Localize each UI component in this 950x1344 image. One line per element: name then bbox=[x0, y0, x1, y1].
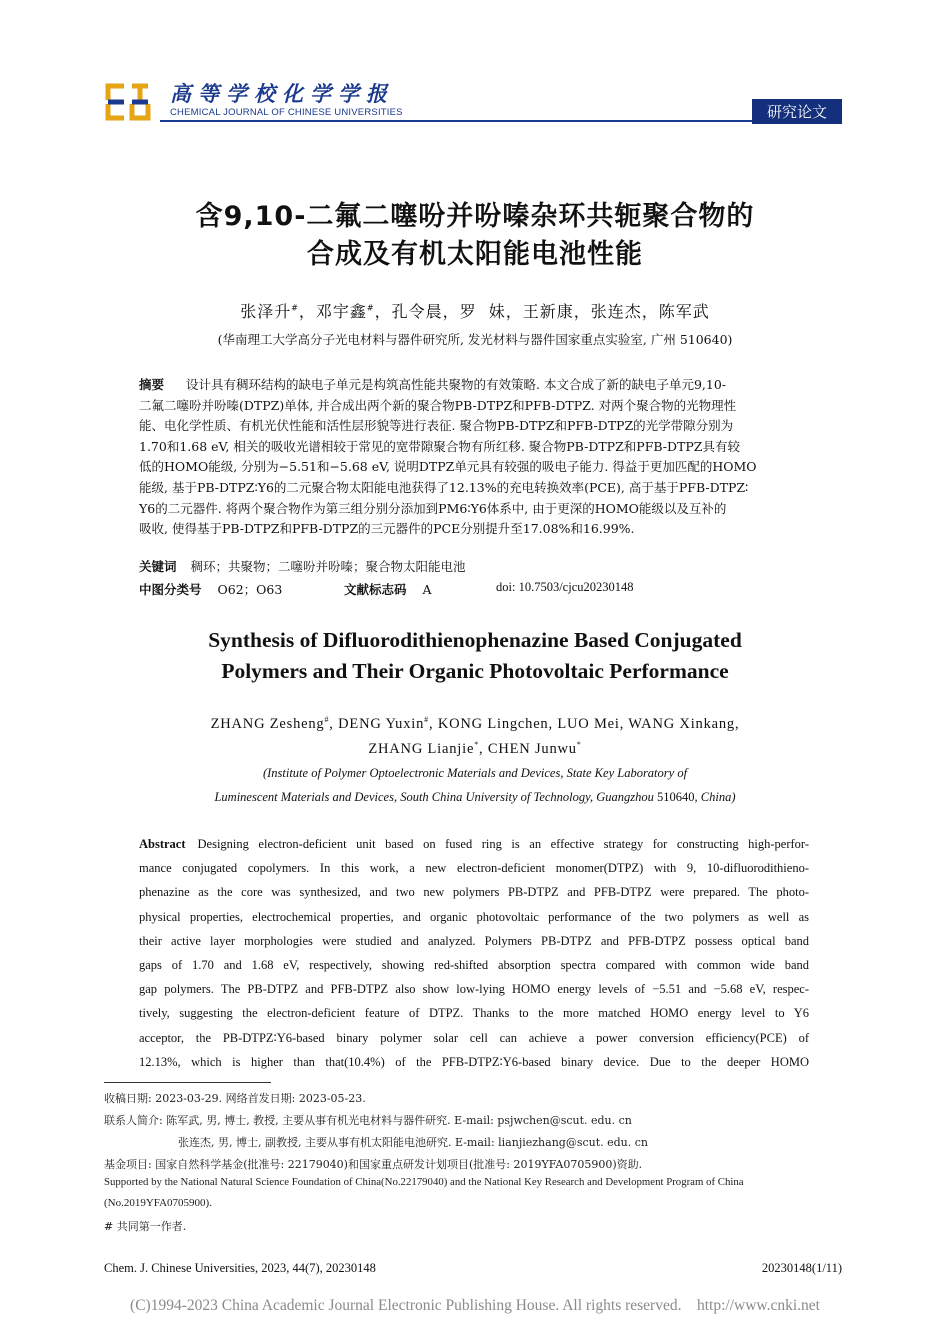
classification-label: 中图分类号 bbox=[139, 582, 202, 597]
abstract-cn-line: 吸收, 使得基于PB-DTPZ和PFB-DTPZ的三元器件的PCE分别提升至17.08%和16.99%. bbox=[139, 521, 635, 537]
article-type-badge: 研究论文 bbox=[752, 99, 842, 124]
title-cn-line1: 含9,10-二氟二噻吩并吩嗪杂环共轭聚合物的 bbox=[195, 201, 755, 232]
abstract-en-line: physical properties, electrochemical properties, and organic photovoltaic performance of the two polymers as well as bbox=[139, 909, 809, 924]
abstract-cn-line: 摘要 设计具有稠环结构的缺电子单元是构筑高性能共聚物的有效策略. 本文合成了新的缺电子单元9,10- bbox=[139, 377, 727, 392]
document-code bbox=[344, 580, 432, 598]
footnote-contact-1: 联系人简介: 陈军武, 男, 博士, 教授, 主要从事有机光电材料与器件研究. E-mail: psjwchen@scut. edu. cn bbox=[104, 1114, 632, 1127]
document-code-label: 文献标志码 bbox=[344, 582, 407, 597]
abstract-cn bbox=[139, 375, 812, 540]
footer-page: 20230148(1/11) bbox=[761, 1261, 842, 1275]
abstract-en-line: phenazine as the core was synthesized, and two new polymers PB-DTPZ and PFB-DTPZ were prepared. The photo- bbox=[139, 885, 809, 900]
abstract-cn-line: 二氟二噻吩并吩嗪(DTPZ)单体, 并合成出两个新的聚合物PB-DTPZ和PFB-DTPZ. 对两个聚合物的光物理性 bbox=[139, 397, 737, 413]
abstract-en bbox=[139, 832, 809, 1074]
classification-value: O62；O63 bbox=[217, 582, 283, 597]
abstract-cn-line: 能、电化学性质、有机光伏性能和活性层形貌等进行表征. 聚合物PB-DTPZ和PFB-DTPZ的光学带隙分别为 bbox=[139, 418, 734, 434]
footnote-funding-cn: 基金项目: 国家自然科学基金(批准号: 22179040)和国家重点研发计划项目(批准号: 2019YFA0705900)资助. bbox=[104, 1158, 643, 1171]
affiliation-en-line2: Luminescent Materials and Devices, South China University of Technology, Guangzhou 510640, China) bbox=[214, 790, 736, 804]
journal-logo bbox=[104, 80, 152, 124]
abstract-en-line: Abstract Designing electron-deficient unit based on fused ring is an effective strategy for constructing high-perfor- bbox=[139, 837, 809, 851]
footnote-funding-en-1: Supported by the National Natural Science Foundation of China(No.22179040) and the National Key Research and Development Program of China bbox=[104, 1176, 744, 1188]
abstract-en-line: gap polymers. The PB-DTPZ and PFB-DTPZ also show low-lying HOMO energy levels of −5.51 and −5.68 eV, respec- bbox=[139, 982, 809, 997]
footnote-rule bbox=[104, 1082, 271, 1083]
authors-en-line1: ZHANG Zesheng#, DENG Yuxin#, KONG Lingchen, LUO Mei, WANG Xinkang, bbox=[210, 715, 740, 732]
title-cn-line2: 合成及有机太阳能电池性能 bbox=[307, 239, 643, 270]
document-code-value: A bbox=[422, 582, 432, 597]
affiliation-en-line1: (Institute of Polymer Optoelectronic Materials and Devices, State Key Laboratory of bbox=[262, 766, 688, 780]
abstract-cn-line: Y6的二元器件. 将两个聚合物作为第三组分别分添加到PM6∶Y6体系中, 由于更深的HOMO能级以及互补的 bbox=[139, 500, 727, 516]
keywords-cn-value: 稠环；共聚物；二噻吩并吩嗪；聚合物太阳能电池 bbox=[190, 559, 466, 574]
abstract-cn-line: 能级, 基于PB-DTPZ∶Y6的二元聚合物太阳能电池获得了12.13%的充电转换效率(PCE), 高于基于PFB-DTPZ∶ bbox=[139, 479, 749, 495]
abstract-en-line: their active layer morphologies were studied and analyzed. Polymers PB-DTPZ and PFB-DTPZ possess optical band bbox=[139, 933, 809, 948]
abstract-en-line: mance conjugated copolymers. In this work, a new electron-deficient monomer(DTPZ) with 9, 10-difluorodithieno- bbox=[139, 861, 809, 876]
abstract-en-line: acceptor, the PB-DTPZ∶Y6-based binary polymer solar cell can achieve a power conversion efficiency(PCE) of bbox=[139, 1030, 809, 1045]
affiliation-cn: (华南理工大学高分子光电材料与器件研究所, 发光材料与器件国家重点实验室, 广州 510640) bbox=[217, 332, 733, 347]
abstract-en-line: gaps of 1.70 and 1.68 eV, respectively, showing red-shifted absorption spectra compared with common wide band bbox=[139, 958, 809, 973]
authors-cn: 张泽升#，邓宇鑫#，孔令晨，罗 妹，王新康，张连杰，陈军武 bbox=[240, 302, 710, 321]
journal-name-cn: 高等学校化学学报 bbox=[170, 81, 394, 106]
abstract-en-line: 12.13%, which is higher than that(10.4%) of the PFB-DTPZ∶Y6-based binary device. Due to the deeper HOMO bbox=[139, 1054, 809, 1069]
abstract-cn-line: 1.70和1.68 eV, 相关的吸收光谱相较于常见的宽带隙聚合物有所红移. 聚合物PB-DTPZ和PFB-DTPZ具有较 bbox=[139, 438, 740, 454]
classification-cn bbox=[139, 580, 282, 598]
keywords-cn-label: 关键词 bbox=[139, 559, 177, 574]
abstract-cn-line: 低的HOMO能级, 分别为−5.51和−5.68 eV, 说明DTPZ单元具有较强的吸电子能力. 得益于更加匹配的HOMO bbox=[139, 459, 757, 475]
footer-citation: Chem. J. Chinese Universities, 2023, 44(7), 20230148 bbox=[104, 1261, 376, 1275]
abstract-cn-label: 摘要 bbox=[139, 377, 165, 392]
abstract-en-line: tively, suggesting the electron-deficient feature of DTPZ. Thanks to the more matched HOMO energy level to Y6 bbox=[139, 1006, 809, 1021]
copyright-notice: (C)1994-2023 China Academic Journal Electronic Publishing House. All rights reserved. http://www.cnki.net bbox=[130, 1297, 820, 1314]
footnote-funding-en-2: (No.2019YFA0705900). bbox=[104, 1197, 212, 1209]
keywords-cn bbox=[139, 557, 466, 575]
authors-en-line2: ZHANG Lianjie*, CHEN Junwu* bbox=[368, 740, 582, 757]
title-en-line2: Polymers and Their Organic Photovoltaic Performance bbox=[221, 659, 729, 683]
journal-name-en: CHEMICAL JOURNAL OF CHINESE UNIVERSITIES bbox=[170, 107, 403, 118]
footnote-cofirst: # 共同第一作者. bbox=[104, 1220, 187, 1233]
title-en-line1: Synthesis of Difluorodithienophenazine Based Conjugated bbox=[208, 628, 742, 652]
header-rule bbox=[160, 120, 752, 122]
doi: doi: 10.7503/cjcu20230148 bbox=[496, 580, 634, 594]
footnote-contact-2: 张连杰, 男, 博士, 副教授, 主要从事有机太阳能电池研究. E-mail: lianjiezhang@scut. edu. cn bbox=[178, 1136, 649, 1149]
footnote-received: 收稿日期: 2023-03-29. 网络首发日期: 2023-05-23. bbox=[104, 1092, 366, 1105]
abstract-en-label: Abstract bbox=[139, 837, 186, 851]
